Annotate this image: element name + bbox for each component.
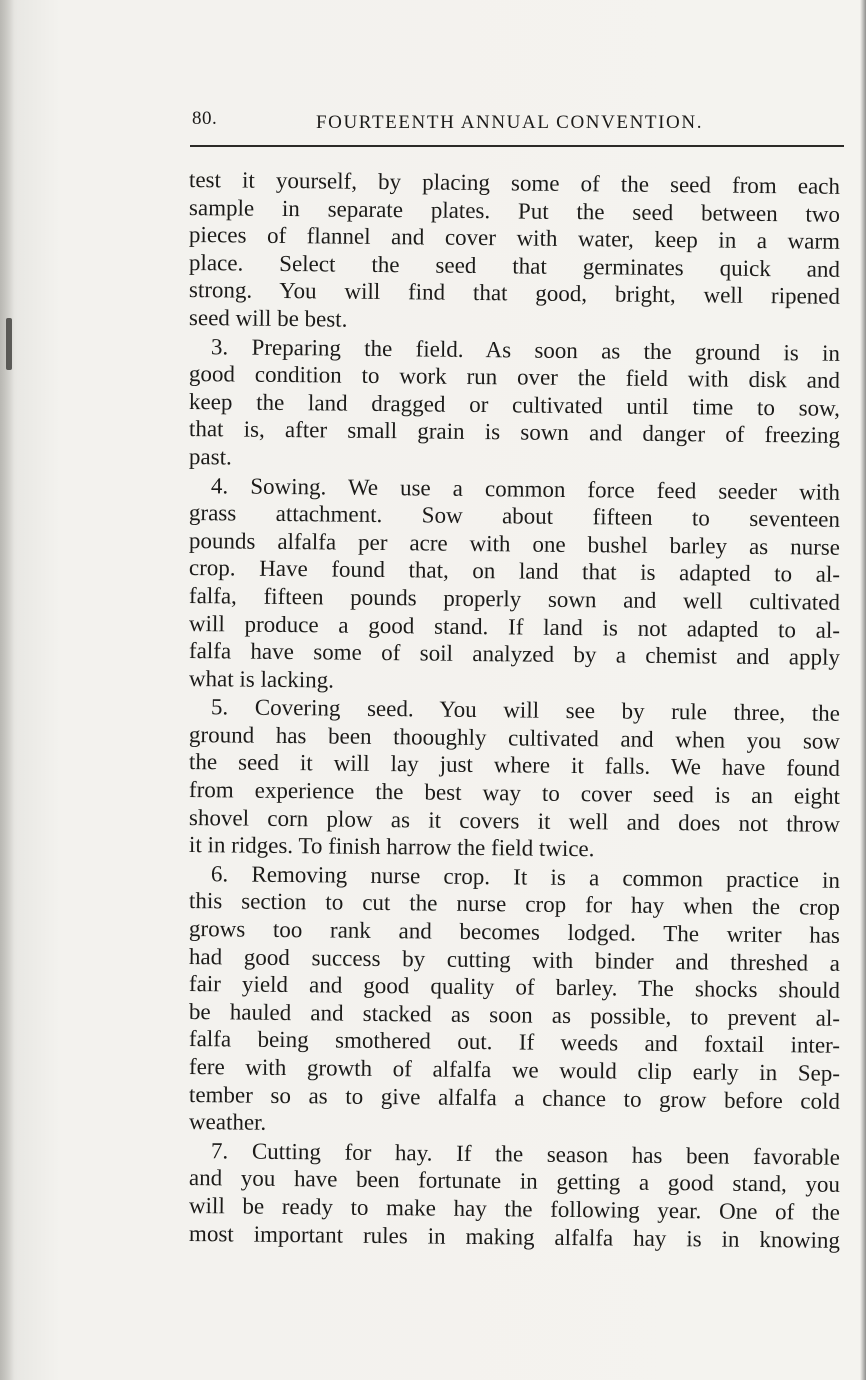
text-line: falfa, fifteen pounds properly sown and well cultivated <box>188 582 841 615</box>
text-line: fere with growth of alfalfa we would clip early in Sep- <box>188 1054 841 1086</box>
text-line: grows too rank and becomes lodged. The writer has <box>188 916 841 948</box>
text-line: seed will be best. <box>188 304 348 332</box>
header-rule <box>190 145 844 147</box>
text-line: strong. You will find that good, bright, well ripened <box>188 277 841 310</box>
text-line: sample in separate plates. Put the seed between two <box>188 194 841 227</box>
text-line: falfa have some of soil analyzed by a chemist and apply <box>188 638 841 670</box>
running-head-title: FOURTEENTH ANNUAL CONVENTION. <box>316 112 704 133</box>
text-line: grass attachment. Sow about fifteen to seventeen <box>188 500 841 532</box>
text-line: this section to cut the nurse crop for hay when the crop <box>188 888 841 921</box>
text-line: ground has been thooughly cultivated and when you sow <box>188 721 841 754</box>
text-line: be hauled and stacked as soon as possible, to prevent al- <box>188 998 841 1031</box>
text-line: it in ridges. To finish harrow the field twice. <box>188 832 595 862</box>
text-line: falfa being smothered out. If weeds and foxtail inter- <box>188 1026 841 1059</box>
text-line: 6. Removing nurse crop. It is a common practice in <box>210 861 841 893</box>
margin-mark <box>6 318 12 370</box>
text-line: tember so as to give alfalfa a chance to grow before cold <box>188 1081 841 1114</box>
text-line: test it yourself, by placing some of the seed from each <box>188 167 841 199</box>
text-line: will be ready to make hay the following year. One of the <box>188 1192 841 1225</box>
text-line: past. <box>188 443 232 470</box>
text-line: will produce a good stand. If land is not adapted to al- <box>188 610 841 643</box>
text-line: from experience the best way to cover seed is an eight <box>188 777 841 809</box>
text-line: the seed it will lay just where it falls. We have found <box>188 749 841 782</box>
text-line: and you have been fortunate in getting a good stand, you <box>188 1165 841 1198</box>
text-line: crop. Have found that, on land that is adapted to al- <box>188 555 841 588</box>
text-line: pieces of flannel and cover with water, keep in a warm <box>188 222 841 255</box>
text-line: that is, after small grain is sown and danger of freezing <box>188 416 841 449</box>
paragraph-sowing <box>189 472 840 693</box>
paragraph-intro <box>189 166 840 332</box>
text-line: 5. Covering seed. You will see by rule three, the <box>210 694 841 727</box>
text-line: keep the land dragged or cultivated until time to sow, <box>188 388 841 421</box>
text-line: fair yield and good quality of barley. The shocks should <box>188 971 841 1004</box>
text-line: 4. Sowing. We use a common force feed seeder with <box>210 472 841 505</box>
text-line: 7. Cutting for hay. If the season has been favorable <box>210 1138 841 1170</box>
paragraph-covering-seed <box>188 693 841 862</box>
text-line: shovel corn plow as it covers it well and does not throw <box>188 804 841 837</box>
text-line: most important rules in making alfalfa hay is in knowing <box>188 1220 841 1253</box>
paragraph-removing-nurse-crop <box>189 860 840 1136</box>
text-line: 3. Preparing the field. As soon as the ground is in <box>210 333 841 366</box>
running-head <box>190 104 843 144</box>
paragraph-preparing-field <box>189 333 840 471</box>
paragraph-cutting-for-hay <box>188 1137 841 1253</box>
text-line: weather. <box>188 1109 267 1135</box>
text-line: place. Select the seed that germinates quick and <box>188 249 841 282</box>
text-line: good condition to work run over the field with disk and <box>188 361 841 393</box>
text-line: pounds alfalfa per acre with one bushel barley as nurse <box>188 527 841 560</box>
binding-shadow <box>0 0 14 1380</box>
page-number: 80. <box>192 108 218 129</box>
body-text <box>188 166 841 1253</box>
text-line: what is lacking. <box>188 665 335 693</box>
text-line: had good success by cutting with binder and threshed a <box>188 943 841 976</box>
page-edge-shadow <box>860 0 866 1380</box>
